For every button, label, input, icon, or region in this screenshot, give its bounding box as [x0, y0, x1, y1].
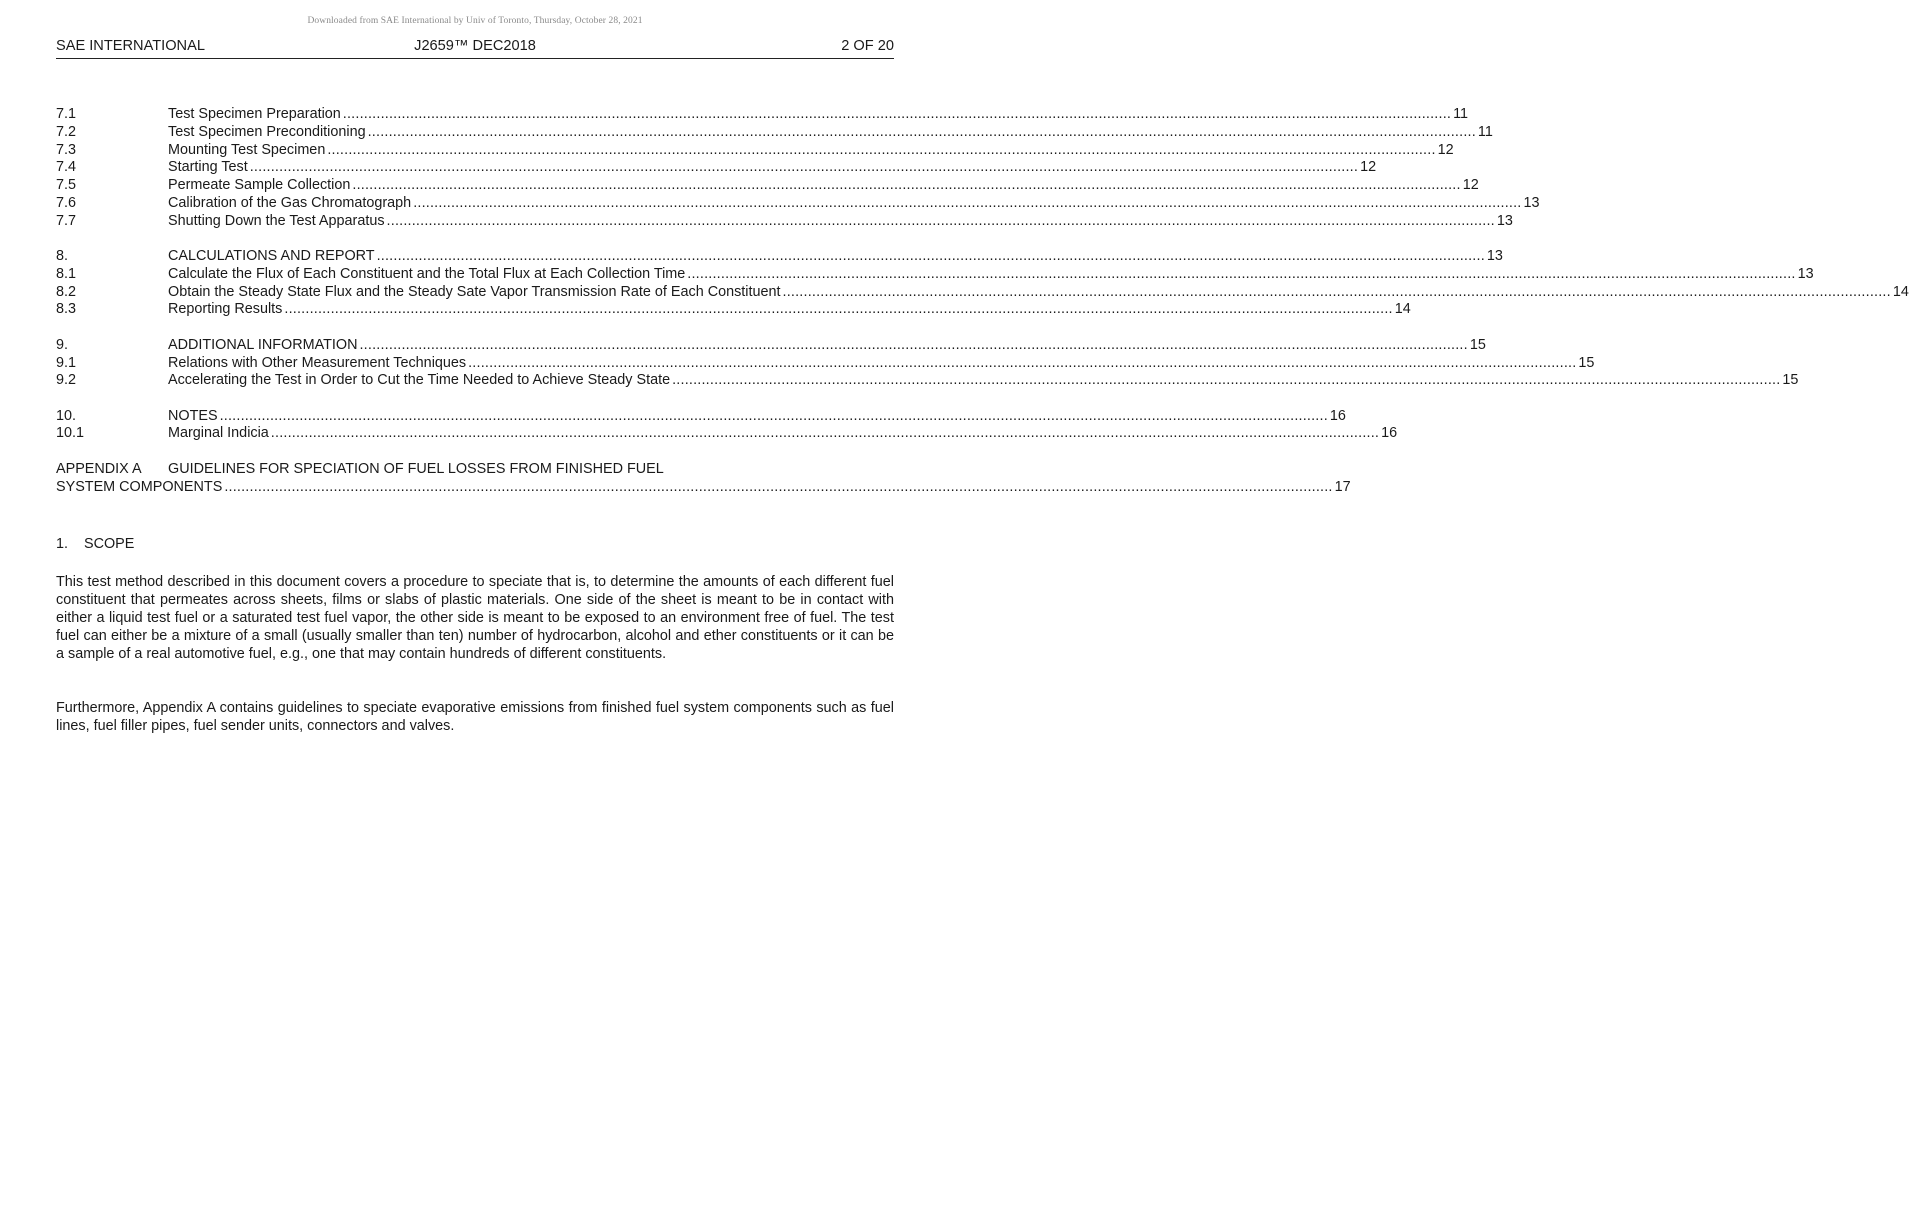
toc-entry-title: CALCULATIONS AND REPORT: [168, 248, 375, 265]
toc-group-10: [56, 407, 1398, 444]
toc-entry-title: Accelerating the Test in Order to Cut the Time Needed to Achieve Steady State: [168, 372, 671, 389]
section-title: SCOPE: [84, 536, 135, 552]
toc-entry-title: Calibration of the Gas Chromatograph: [168, 194, 412, 211]
toc-entry[interactable]: [56, 301, 1411, 319]
toc-entry[interactable]: [56, 407, 1346, 426]
toc-dot-leader: [368, 124, 1476, 142]
toc-dot-leader: [284, 301, 1392, 319]
toc-entry-page: 15: [1469, 336, 1486, 353]
toc-entry-page: 12: [1462, 177, 1479, 194]
toc-entry-number: 7.7: [56, 212, 77, 229]
toc-appendix-title-line1: GUIDELINES FOR SPECIATION OF FUEL LOSSES FROM FINISHED FUEL: [168, 460, 664, 477]
toc-entry-number: 10.1: [56, 425, 85, 442]
scope-paragraph-2: Furthermore, Appendix A contains guidelines to speciate evaporative emissions from finished fuel system components such as fuel lines, fuel filler pipes, fuel sender units, connectors and valves.: [56, 700, 894, 734]
toc-dot-leader: [387, 213, 1495, 231]
toc-entry-number: 8.3: [56, 301, 77, 318]
toc-entry-number: 10.: [56, 407, 77, 424]
toc-entry-page: 13: [1797, 265, 1814, 282]
toc-entry-page: 16: [1329, 407, 1346, 424]
toc-entry-title: Test Specimen Preconditioning: [168, 123, 366, 140]
toc-entry[interactable]: [56, 177, 1479, 195]
toc-dot-leader: [783, 284, 1891, 302]
toc-entry-title: Calculate the Flux of Each Constituent and the Total Flux at Each Collection Time: [168, 265, 686, 282]
toc-entry-number: 9.2: [56, 372, 77, 389]
toc-entry[interactable]: [56, 283, 1909, 302]
toc-dot-leader: [468, 355, 1576, 373]
toc-entry[interactable]: [56, 141, 1454, 160]
toc-dot-leader: [377, 248, 1485, 266]
toc-dot-leader: [250, 159, 1358, 177]
toc-entry-title: Obtain the Steady State Flux and the Steady Sate Vapor Transmission Rate of Each Constituent: [168, 283, 781, 300]
toc-entry-page: 12: [1437, 141, 1454, 158]
toc-appendix-title-line2: SYSTEM COMPONENTS: [56, 478, 223, 495]
toc-entry[interactable]: [56, 336, 1486, 355]
toc-entry-number: 7.4: [56, 159, 77, 176]
toc-appendix-label: APPENDIX A: [56, 460, 142, 477]
toc-entry-page: 14: [1394, 301, 1411, 318]
toc-dot-leader: [672, 372, 1780, 390]
toc-entry[interactable]: [56, 265, 1814, 284]
toc-entry-page: 13: [1496, 212, 1513, 229]
toc-entry-number: 7.5: [56, 177, 77, 194]
toc-entry-title: Starting Test: [168, 159, 248, 176]
toc-entry-page: 11: [1477, 123, 1493, 140]
toc-entry-title: Relations with Other Measurement Techniques: [168, 354, 467, 371]
toc-entry-title: Permeate Sample Collection: [168, 177, 351, 194]
toc-appendix-page: 17: [1334, 478, 1351, 495]
toc-dot-leader: [413, 195, 1521, 213]
toc-entry[interactable]: [56, 106, 1469, 124]
toc-entry-number: 9.: [56, 336, 69, 353]
toc-appendix-line2: [56, 478, 1351, 497]
toc-appendix-line1: [56, 461, 894, 479]
toc-entry-number: 8.2: [56, 283, 77, 300]
toc-dot-leader: [220, 408, 1328, 426]
toc-entry-number: 7.2: [56, 123, 77, 140]
toc-entry-number: 7.1: [56, 106, 77, 122]
toc-entry[interactable]: [56, 123, 1493, 142]
download-watermark: Downloaded from SAE International by Univ of Toronto, Thursday, October 28, 2021: [307, 16, 643, 26]
toc-entry-page: 14: [1892, 283, 1909, 300]
toc-group-9: [56, 336, 1799, 390]
toc-entry-page: 13: [1523, 194, 1540, 211]
toc-entry[interactable]: [56, 354, 1595, 373]
table-of-contents: [56, 106, 1909, 514]
toc-entry-page: 16: [1381, 425, 1398, 442]
scope-paragraph-1: This test method described in this document covers a procedure to speciate that is, to determine the amounts of each different fuel constituent that permeates across sheets, films or slabs of plastic materials. One side of the sheet is meant to be in contact with either a liquid test fuel or a saturated test fuel vapor, the other side is meant to be exposed to an environment free of fuel. The test fuel can either be a mixture of a small (usually smaller than ten) number of hydrocarbon, alcohol and ether constituents or it can be a sample of a real automotive fuel, e.g., one that may contain hundreds of different constituents.: [56, 574, 894, 662]
page-header: [56, 38, 894, 59]
header-page-number: 2 OF 20: [841, 38, 894, 54]
section-heading-scope: [56, 536, 134, 552]
toc-dot-leader: [343, 106, 1451, 124]
toc-entry[interactable]: [56, 425, 1398, 443]
toc-entry-number: 7.3: [56, 141, 77, 158]
toc-entry[interactable]: [56, 248, 1503, 266]
toc-entry-title: Shutting Down the Test Apparatus: [168, 212, 385, 229]
toc-entry-title: Mounting Test Specimen: [168, 141, 326, 158]
toc-entry[interactable]: [56, 372, 1799, 390]
section-number: 1.: [56, 536, 69, 552]
toc-entry-number: 8.1: [56, 265, 77, 282]
toc-entry-title: ADDITIONAL INFORMATION: [168, 336, 358, 353]
toc-dot-leader: [359, 337, 1467, 355]
toc-entry-title: Test Specimen Preparation: [168, 106, 341, 122]
toc-group-8: [56, 248, 1909, 319]
toc-entry-page: 12: [1360, 159, 1377, 176]
toc-dot-leader: [224, 479, 1332, 497]
toc-entry-title: NOTES: [168, 407, 218, 424]
toc-appendix-a[interactable]: [56, 460, 1351, 497]
toc-entry[interactable]: [56, 194, 1540, 213]
toc-entry[interactable]: [56, 159, 1377, 177]
toc-entry-title: Reporting Results: [168, 301, 283, 318]
header-publisher: SAE INTERNATIONAL: [56, 38, 205, 54]
toc-entry-title: Marginal Indicia: [168, 425, 269, 442]
toc-entry-number: 7.6: [56, 194, 77, 211]
toc-entry-page: 15: [1782, 372, 1799, 389]
toc-dot-leader: [687, 266, 1795, 284]
toc-dot-leader: [352, 177, 1460, 195]
toc-entry-page: 15: [1578, 354, 1595, 371]
toc-entry[interactable]: [56, 212, 1513, 231]
toc-dot-leader: [327, 142, 1435, 160]
toc-entry-page: 13: [1486, 248, 1503, 265]
toc-entry-page: 11: [1453, 106, 1469, 122]
toc-group-7: [56, 106, 1540, 231]
header-document-number: J2659™ DEC2018: [414, 38, 536, 54]
toc-entry-number: 8.: [56, 248, 69, 265]
toc-dot-leader: [271, 425, 1379, 443]
toc-entry-number: 9.1: [56, 354, 77, 371]
